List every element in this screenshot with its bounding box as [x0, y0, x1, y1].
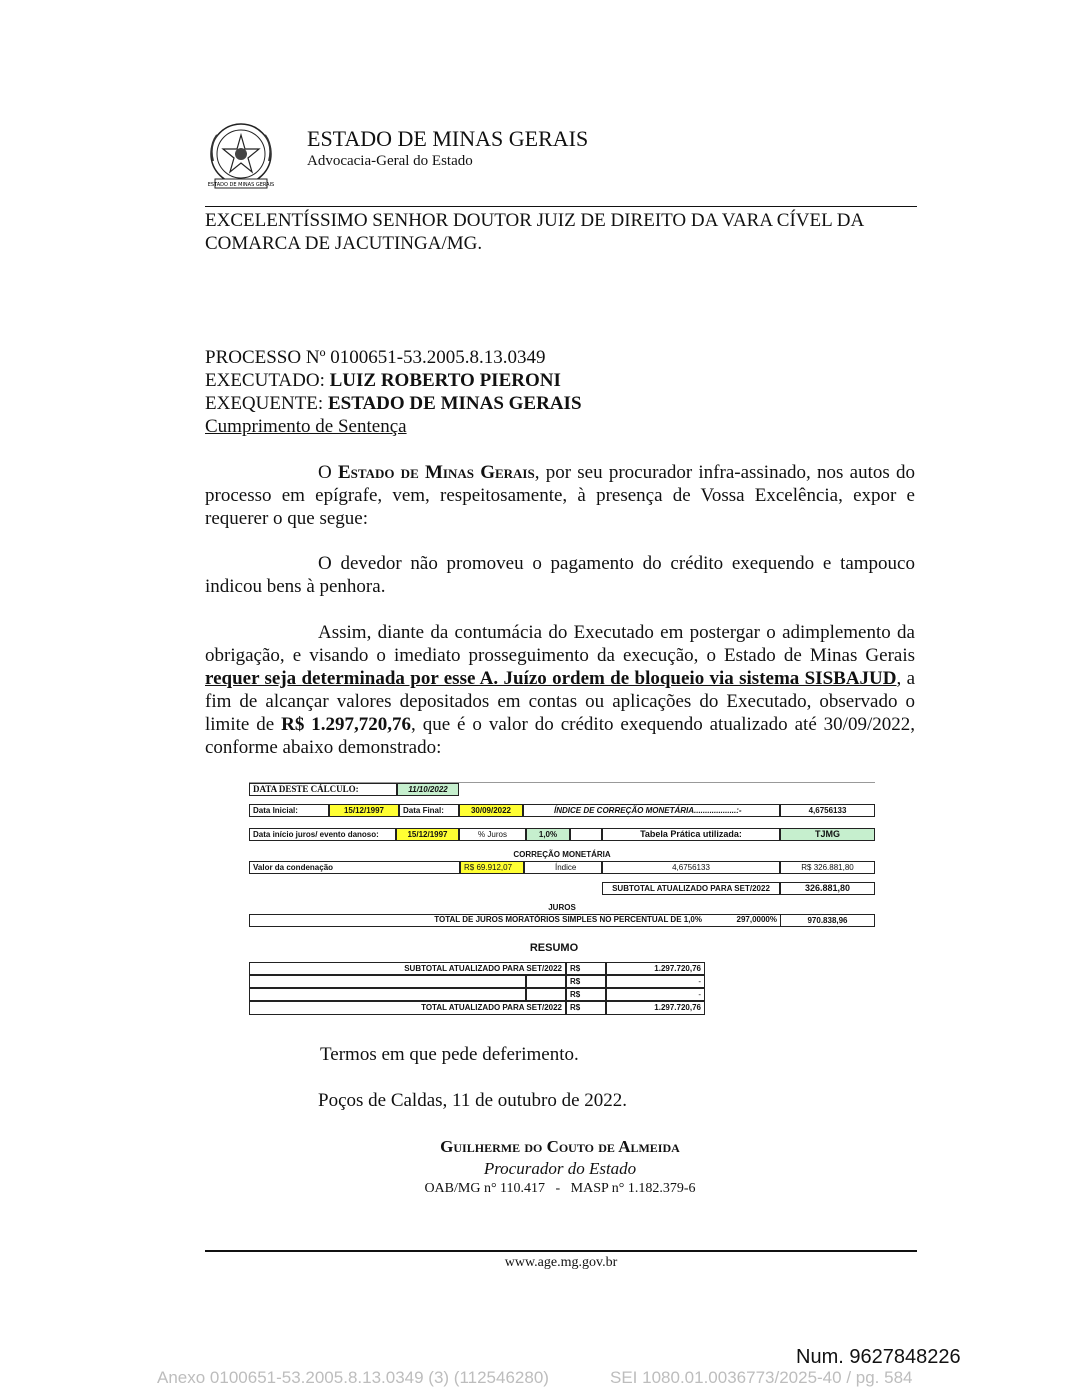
indice-col: Índice [524, 861, 602, 874]
case-info [205, 346, 915, 438]
svg-text:ESTADO DE MINAS GERAIS: ESTADO DE MINAS GERAIS [207, 182, 275, 188]
calc-date-label: DATA DESTE CÁLCULO: [249, 783, 397, 796]
correcao-title: CORREÇÃO MONETÁRIA [513, 850, 611, 859]
signer-role: Procurador do Estado [483, 1159, 637, 1178]
valor-corrigido: R$ 326.881,80 [780, 861, 875, 874]
header-subtitle: Advocacia-Geral do Estado [307, 153, 473, 169]
signer-name: Guilherme do Couto de Almeida [440, 1137, 680, 1156]
calc-date: 11/10/2022 [397, 783, 459, 796]
case-number: PROCESSO Nº 0100651-53.2005.8.13.0349 [205, 347, 546, 368]
resumo-title: RESUMO [529, 942, 579, 954]
subtotal-label: SUBTOTAL ATUALIZADO PARA SET/2022 [602, 882, 780, 895]
exequente: EXEQUENTE: ESTADO DE MINAS GERAIS [205, 393, 582, 414]
tabela-label: Tabela Prática utilizada: [602, 828, 780, 841]
document-number: Num. 9627848226 [796, 1346, 961, 1368]
valor: R$ 69.912,07 [460, 861, 524, 874]
juros-pct-label: % Juros [459, 828, 526, 841]
sei-stamp: SEI 1080.01.0036773/2025-40 / pg. 584 [610, 1368, 913, 1387]
juros-inicio-label: Data início juros/ evento danoso: [249, 828, 396, 841]
signer-ids: OAB/MG n° 110.417 - MASP n° 1.182.379-6 [424, 1181, 696, 1196]
footer-url[interactable]: www.age.mg.gov.br [504, 1255, 618, 1270]
data-inicial-label: Data Inicial: [249, 804, 329, 817]
header-title: ESTADO DE MINAS GERAIS [307, 126, 589, 151]
total-juros-label: TOTAL DE JUROS MORATÓRIOS SIMPLES NO PERCENTUAL DE 1,0% [434, 915, 702, 924]
total-juros-value: 970.838,96 [780, 914, 875, 927]
data-inicial: 15/12/1997 [329, 804, 399, 817]
header-divider [205, 206, 917, 207]
resumo-row-4-label: TOTAL ATUALIZADO PARA SET/2022 [249, 1001, 566, 1015]
resumo-row-1-value: 1.297.720,76 [606, 962, 705, 975]
valor-label: Valor da condenação [249, 861, 460, 874]
resumo-row-1-label: SUBTOTAL ATUALIZADO PARA SET/2022 [249, 962, 566, 975]
tabela: TJMG [780, 828, 875, 841]
juros-inicio: 15/12/1997 [396, 828, 459, 841]
case-type: Cumprimento de Sentença [205, 416, 407, 437]
indice-label: ÍNDICE DE CORREÇÃO MONETÁRIA...................:- [523, 804, 780, 817]
addressee: EXCELENTÍSSIMO SENHOR DOUTOR JUIZ DE DIREITO DA VARA CÍVEL DA COMARCA DE JACUTINGA/MG. [205, 210, 865, 254]
paragraph-2: O devedor não promoveu o pagamento do crédito exequendo e tampouco indicou bens à penhora. [205, 553, 915, 597]
paragraph-3: Assim, diante da contumácia do Executado em postergar o adimplemento da obrigação, e visando o imediato prosseguimento da execução, o Estado de Minas Gerais requer seja determinada por esse A. Juízo ordem de bloqueio via sistema SISBAJUD, a fim de alcançar valores depositados em contas ou aplicações do Executado, observado o limite de R$ 1.297,720,76, que é o valor do crédito exequendo atualizado até 30/09/2022, conforme abaixo demonstrado: [205, 622, 915, 758]
resumo-row-4-value: 1.297.720,76 [606, 1001, 705, 1015]
state-seal-icon [203, 121, 279, 193]
indice-value: 4,6756133 [780, 804, 875, 817]
juros-pct: 1,0% [526, 828, 570, 841]
juros-title: JUROS [548, 903, 576, 912]
executado: EXECUTADO: LUIZ ROBERTO PIERONI [205, 370, 561, 391]
data-final-label: Data Final: [399, 804, 459, 817]
subtotal-value: 326.881,80 [780, 882, 875, 895]
termos: Termos em que pede deferimento. [320, 1044, 579, 1065]
resumo-row-3-value: - [606, 988, 705, 1001]
indice-col-value: 4,6756133 [602, 861, 780, 874]
data-final: 30/09/2022 [459, 804, 523, 817]
anexo-stamp: Anexo 0100651-53.2005.8.13.0349 (3) (112546280) [157, 1368, 549, 1387]
footer-divider [205, 1250, 917, 1252]
paragraph-1: O Estado de Minas Gerais, por seu procurador infra-assinado, nos autos do processo em epígrafe, vem, respeitosamente, à presença de Vossa Excelência, expor e requerer o que segue: [205, 462, 915, 529]
resumo-row-2-value: - [606, 975, 705, 988]
local-data: Poços de Caldas, 11 de outubro de 2022. [318, 1090, 628, 1111]
total-juros-pct: 297,0000% [736, 915, 777, 924]
